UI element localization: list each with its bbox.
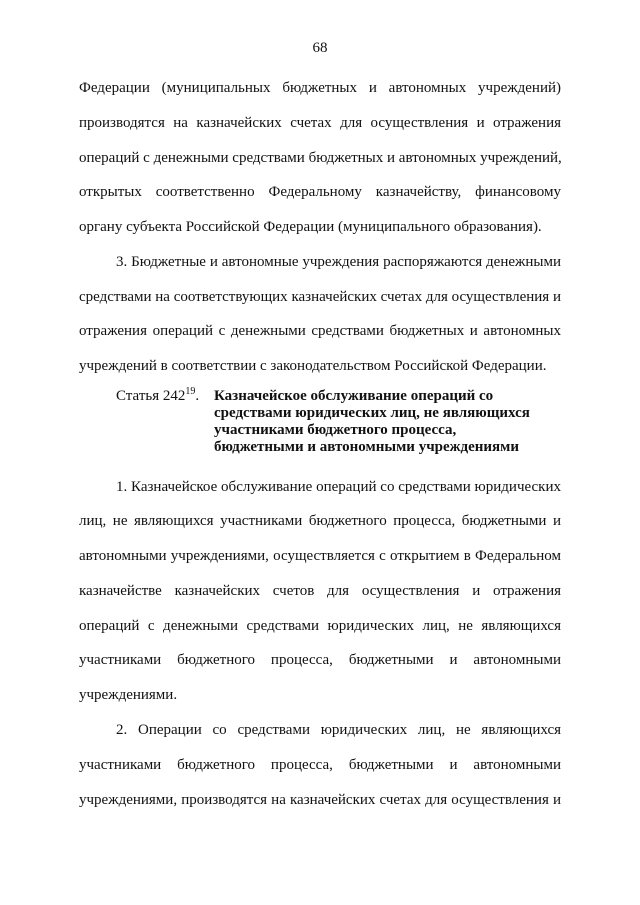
text-line: лиц, не являющихся участниками бюджетного процесса, бюджетными и [79,513,561,529]
text-line: 1. Казначейское обслуживание операций со средствами юридических [116,479,561,495]
text-line: операций с денежными средствами бюджетных и автономных учреждений, [79,150,562,166]
text-line: учреждениями, производятся на казначейских счетах для осуществления и [79,792,561,808]
text-line: 3. Бюджетные и автономные учреждения распоряжаются денежными [116,254,561,270]
text-line: отражения операций с денежными средствами бюджетных и автономных [79,323,561,339]
article-label-suffix: . [195,388,200,404]
text-line: Федерации (муниципальных бюджетных и автономных учреждений) [79,80,561,96]
article-title-line: участниками бюджетного процесса, [214,422,457,438]
text-line: учреждений в соответствии с законодательством Российской Федерации. [79,358,547,374]
text-line: органу субъекта Российской Федерации (муниципального образования). [79,219,542,235]
page-number: 68 [312,40,328,56]
article-label-text: Статья 242 [116,388,186,404]
article-label-sup: 19 [185,386,196,397]
text-line: операций с денежными средствами юридических лиц, не являющихся [79,618,561,634]
text-line: открытых соответственно Федеральному казначейству, финансовому [79,184,561,200]
text-line: участниками бюджетного процесса, бюджетными и автономными [79,652,561,668]
text-line: автономными учреждениями, осуществляется с открытием в Федеральном [79,548,561,564]
text-line: 2. Операции со средствами юридических лиц, не являющихся [116,722,561,738]
article-title [214,388,544,456]
article-title-line: бюджетными и автономными учреждениями [214,439,520,455]
text-line: средствами на соответствующих казначейских счетах для осуществления и [79,289,561,305]
article-title-line: средствами юридических лиц, не являющихся [214,405,530,421]
article-label [116,386,199,406]
article-title-line: Казначейское обслуживание операций со [214,388,494,404]
text-line: участниками бюджетного процесса, бюджетными и автономными [79,757,561,773]
text-line: производятся на казначейских счетах для осуществления и отражения [79,115,561,131]
text-line: учреждениями. [79,687,178,703]
text-line: казначействе казначейских счетов для осуществления и отражения [79,583,561,599]
